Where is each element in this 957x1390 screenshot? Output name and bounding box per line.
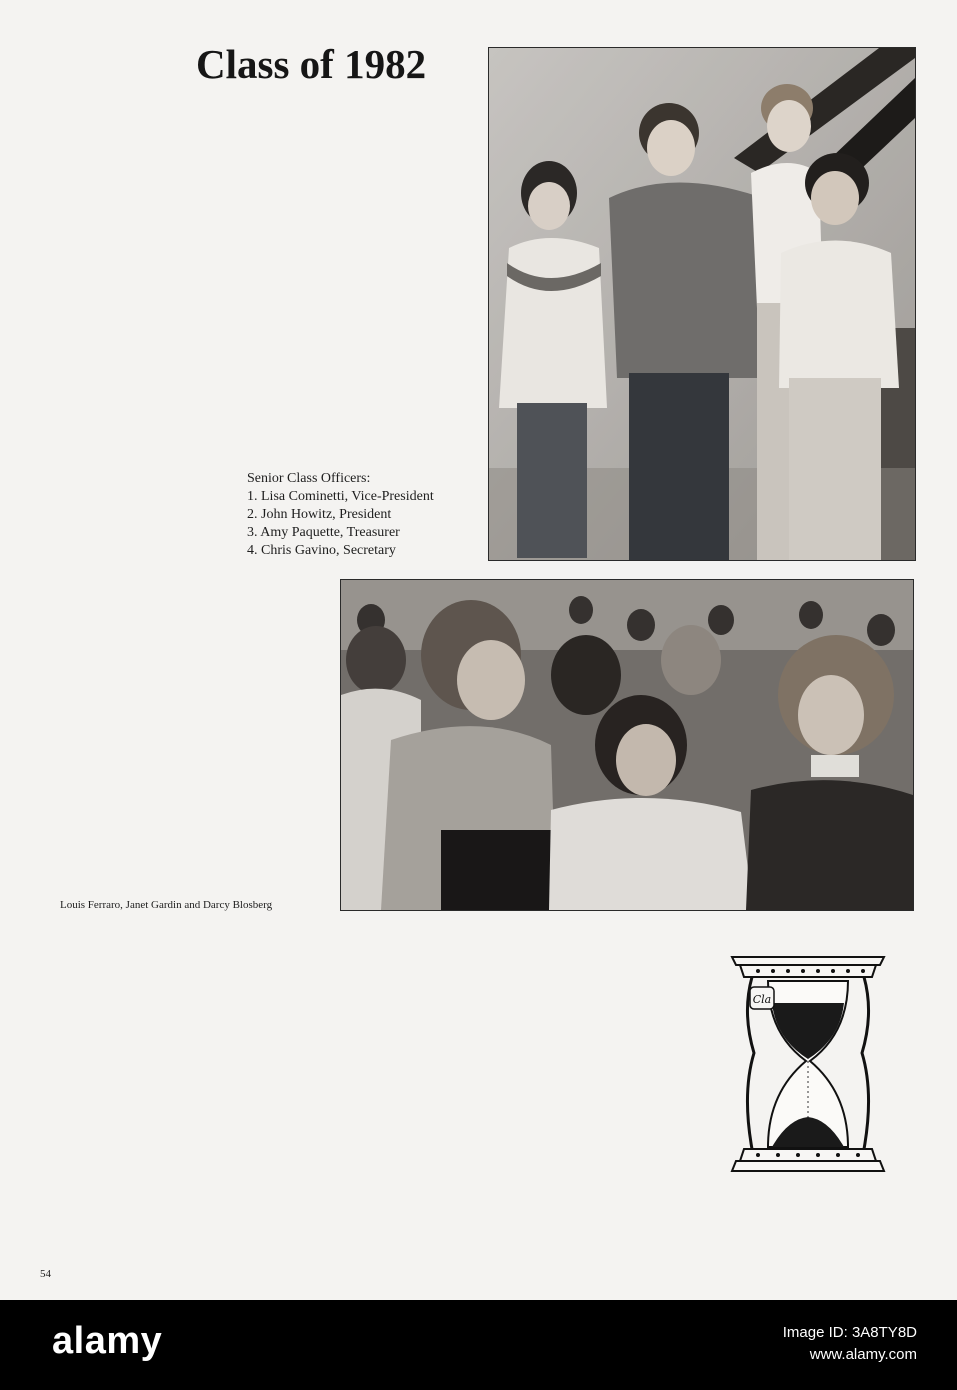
officer-item: 1. Lisa Cominetti, Vice-President (247, 489, 434, 504)
page-number: 54 (40, 1268, 51, 1280)
officers-caption (247, 470, 482, 560)
stock-meta (783, 1322, 917, 1366)
officer-item: 3. Amy Paquette, Treasurer (247, 525, 400, 540)
crowd-photo (340, 579, 914, 911)
officers-list (247, 488, 482, 560)
officer-item: 4. Chris Gavino, Secretary (247, 543, 396, 558)
stock-url: www.alamy.com (809, 1346, 917, 1363)
stock-watermark-bar (0, 1300, 957, 1390)
hourglass-icon (728, 953, 888, 1175)
crowd-caption: Louis Ferraro, Janet Gardin and Darcy Blosberg (60, 899, 273, 911)
stock-logo: alamy (52, 1320, 163, 1362)
officers-caption-heading: Senior Class Officers: (247, 471, 371, 486)
stock-image-id: Image ID: 3A8TY8D (782, 1324, 917, 1341)
officers-photo (488, 47, 916, 561)
page-title: Class of 1982 (196, 41, 427, 87)
crowd-photo-image (341, 580, 913, 910)
officer-item: 2. John Howitz, President (247, 507, 392, 522)
hourglass-illustration (728, 953, 888, 1175)
officers-photo-image (489, 48, 915, 560)
hourglass-engraved-text: Cla (752, 993, 772, 1006)
